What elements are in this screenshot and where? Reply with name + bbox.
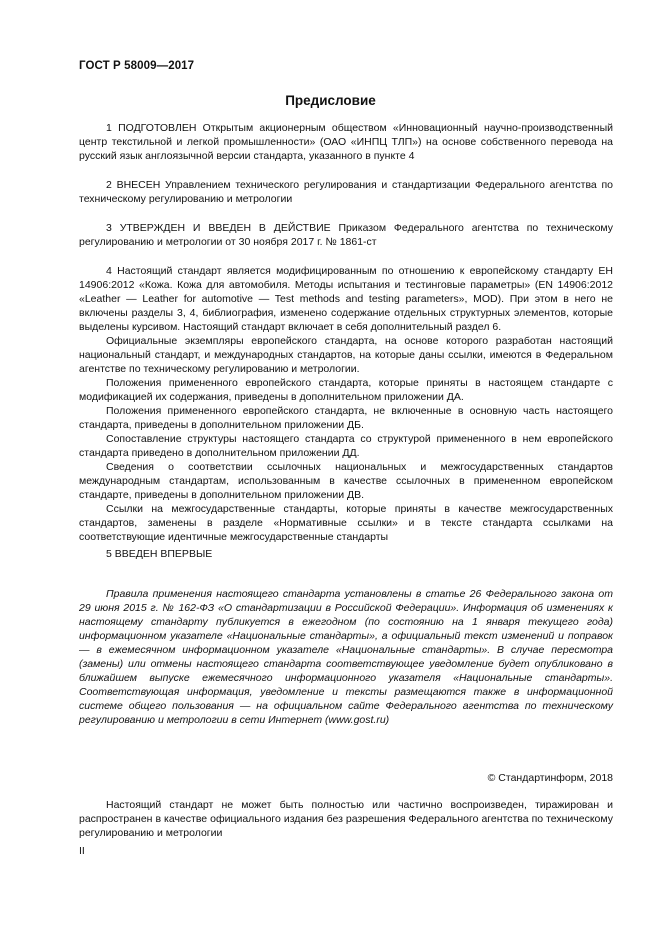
paragraph-first-introduced: 5 ВВЕДЕН ВПЕРВЫЕ: [106, 548, 213, 560]
paragraph-references: Ссылки на межгосударственные стандарты, которые приняты в качестве межгосударственных стандартов, заменены в разделе «Нормативные ссылки» и в тексте стандарта ссылками на соответствующие идентичные межгосударственные стандарты: [79, 503, 613, 543]
application-rules-notice: Правила применения настоящего стандарта установлены в статье 26 Федерального закона от 29 июня 2015 г. № 162-ФЗ «О стандартизации в Российской Федерации». Информация об изменениях к настоящему стандарту публикуется в ежегодном (по состоянию на 1 января текущего года) информационном указателе «Национальные стандарты», а официальный текст изменений и поправок — в ежемесячном информационном указателе «Национальные стандарты». В случае пересмотра (замены) или отмены настоящего стандарта соответствующее уведомление будет опубликовано в ближайшем выпуске ежемесячного информационного указателя «Национальные стандарты». Соответствующая информация, уведомление и тексты размещаются также в информационной системе общего пользования — на официальном сайте Федерального агентства по техническому регулированию и метрологии в сети Интернет (www.gost.ru): [79, 588, 613, 726]
standard-code-header: ГОСТ Р 58009—2017: [79, 60, 195, 72]
paragraph-introduced-by: 2 ВНЕСЕН Управлением технического регулирования и стандартизации Федерального агентства по техническому регулированию и метрологии: [79, 179, 613, 205]
paragraph-approved: 3 УТВЕРЖДЕН И ВВЕДЕН В ДЕЙСТВИЕ Приказом Федерального агентства по техническому регулированию и метрологии от 30 ноября 2017 г. № 1861-ст: [79, 222, 613, 248]
reproduction-notice: Настоящий стандарт не может быть полностью или частично воспроизведен, тиражирован и распространен в качестве официального издания без разрешения Федерального агентства по техническому регулированию и метрологии: [79, 799, 613, 839]
paragraph-prepared-by: 1 ПОДГОТОВЛЕН Открытым акционерным обществом «Инновационный научно-производственный центр текстильной и легкой промышленности» (ОАО «ИНПЦ ТЛП») на основе собственного перевода на русский язык англоязычной версии стандарта, указанного в пункте 4: [79, 122, 613, 162]
paragraph-modification: 4 Настоящий стандарт является модифицированным по отношению к европейскому стандарту ЕН 14906:2012 «Кожа. Кожа для автомобиля. Методы испытания и тестинговые параметры» (EN 14906:2012 «Leather — Leather for automotive — Test methods and testing parameters», MOD). При этом в него не включены разделы 3, 4, библиография, изменено содержание отдельных структурных элементов, которые выделены курсивом. Настоящий стандарт включает в себя дополнительный раздел 6.: [79, 265, 613, 333]
page-number: II: [79, 845, 85, 857]
paragraph-annex-db: Положения примененного европейского стандарта, не включенные в основную часть настоящего стандарта, приведены в дополнительном приложении ДБ.: [79, 405, 613, 431]
paragraph-annex-da: Положения примененного европейского стандарта, которые приняты в настоящем стандарте с модификацией их содержания, приведены в дополнительном приложении ДА.: [79, 377, 613, 403]
copyright-line: © Стандартинформ, 2018: [487, 772, 613, 784]
paragraph-annex-dd: Сопоставление структуры настоящего стандарта со структурой примененного в нем европейского стандарта приведено в дополнительном приложении ДД.: [79, 433, 613, 459]
paragraph-official-copies: Официальные экземпляры европейского стандарта, на основе которого разработан настоящий национальный стандарт, и международных стандартов, на которые даны ссылки, имеются в Федеральном агентстве по техническому регулированию и метрологии.: [79, 335, 613, 375]
paragraph-annex-dv: Сведения о соответствии ссылочных национальных и межгосударственных стандартов международным стандартам, использованным в качестве ссылочных в примененном европейском стандарте, приведены в дополнительном приложении ДВ.: [79, 461, 613, 501]
page-title: Предисловие: [285, 93, 376, 108]
